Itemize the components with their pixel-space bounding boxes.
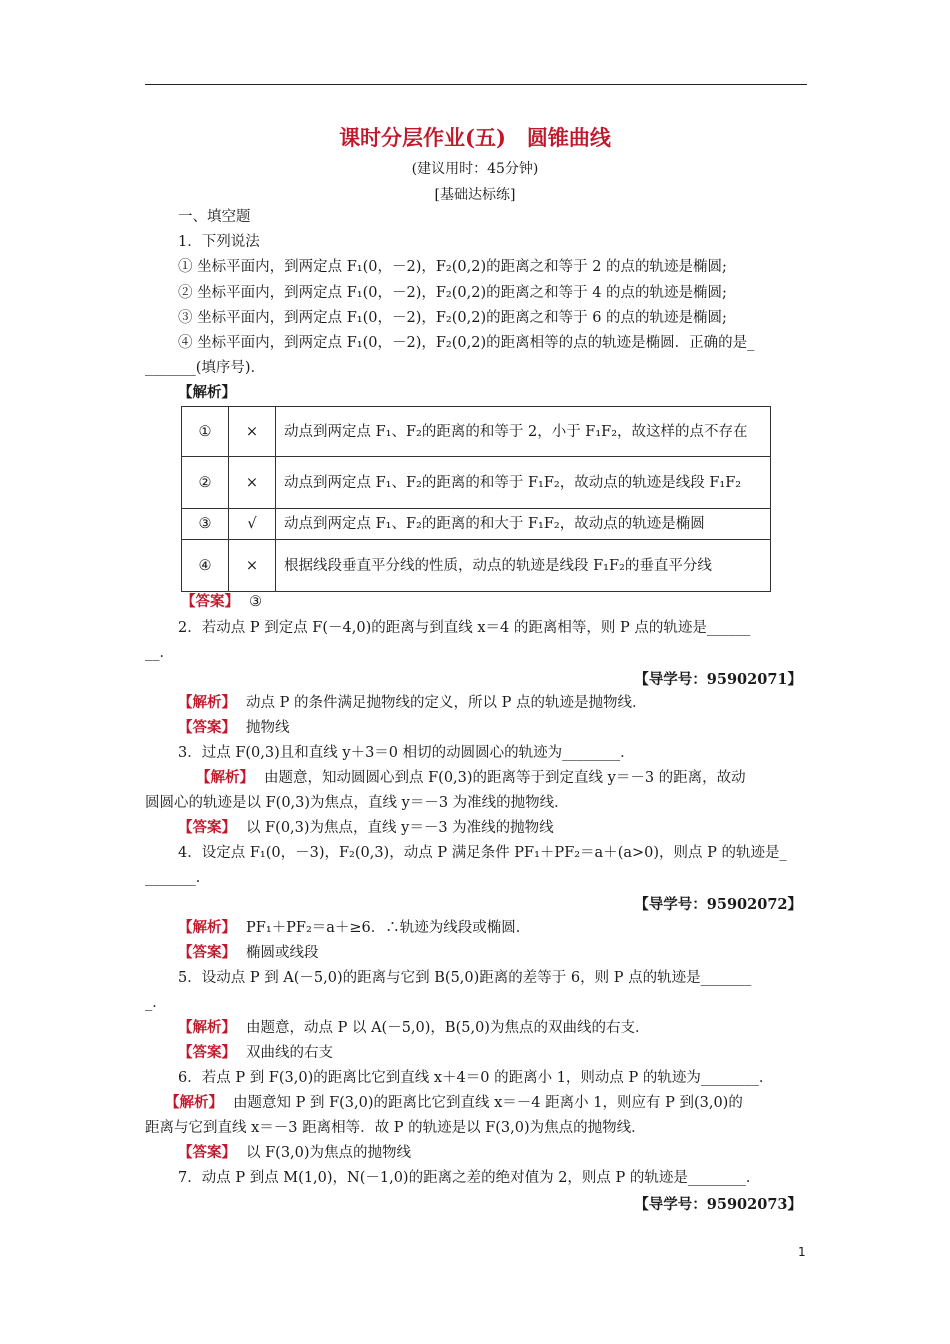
table-cell-num: ② — [182, 457, 229, 509]
part-heading: 一、填空题 — [178, 209, 251, 225]
table-row — [182, 540, 771, 592]
q2-answer: 【答案】 抛物线 — [178, 719, 290, 736]
q5-stem: 5．设动点 P 到 A(－5,0)的距离与它到 B(5,0)距离的差等于 6，则 P 点的轨迹是_______ — [178, 970, 752, 986]
table-cell-mark: × — [229, 540, 276, 592]
q1-statement-3: ③ 坐标平面内，到两定点 F₁(0，－2)，F₂(0,2)的距离之和等于 6 的点的轨迹是椭圆; — [178, 310, 727, 326]
q2-analysis: 【解析】 动点 P 的条件满足抛物线的定义，所以 P 点的轨迹是抛物线． — [178, 694, 647, 711]
page-number: 1 — [798, 1245, 806, 1259]
q1-statement-1: ① 坐标平面内，到两定点 F₁(0，－2)，F₂(0,2)的距离之和等于 2 的点的轨迹是椭圆; — [178, 259, 727, 275]
q3-stem: 3．过点 F(0,3)且和直线 y＋3＝0 相切的动圆圆心的轨迹为________． — [178, 745, 635, 761]
q2-stem: 2．若动点 P 到定点 F(－4,0)的距离与到直线 x＝4 的距离相等，则 P 点的轨迹是______ — [178, 620, 751, 636]
table-cell-text: 动点到两定点 F₁、F₂的距离的和等于 2，小于 F₁F₂，故这样的点不存在 — [276, 407, 771, 457]
q3-analysis: 【解析】 由题意，知动圆圆心到点 F(0,3)的距离等于到定直线 y＝－3 的距离，故动 — [196, 769, 746, 786]
q6-stem: 6．若点 P 到 F(3,0)的距离比它到直线 x＋4＝0 的距离小 1，则动点 P 的轨迹为________． — [178, 1070, 774, 1086]
q1-statement-4-cont: _______(填序号)． — [145, 360, 266, 376]
q2-stem-cont: __． — [145, 645, 174, 661]
table-cell-text: 动点到两定点 F₁、F₂的距离的和等于 F₁F₂，故动点的轨迹是线段 F₁F₂ — [276, 457, 771, 509]
table-cell-num: ① — [182, 407, 229, 457]
q3-analysis-cont: 圆圆心的轨迹是以 F(0,3)为焦点，直线 y＝－3 为准线的抛物线． — [145, 795, 569, 811]
table-cell-mark: × — [229, 407, 276, 457]
q5-stem-cont: _． — [145, 995, 167, 1011]
table-row — [182, 457, 771, 509]
q5-analysis: 【解析】 由题意，动点 P 以 A(－5,0)，B(5,0)为焦点的双曲线的右支． — [178, 1019, 650, 1036]
table-row — [182, 509, 771, 540]
table-cell-mark: × — [229, 457, 276, 509]
q7-guide-code: 【导学号：95902073】 — [634, 1196, 802, 1213]
table-row — [182, 407, 771, 457]
q6-analysis: 【解析】 由题意知 P 到 F(3,0)的距离比它到直线 x＝－4 距离小 1，则应有 P 到(3,0)的 — [165, 1094, 743, 1111]
q1-analysis-table — [181, 406, 771, 592]
q6-analysis-cont: 距离与它到直线 x＝－3 距离相等．故 P 的轨迹是以 F(3,0)为焦点的抛物线． — [145, 1120, 646, 1136]
q4-guide-code: 【导学号：95902072】 — [634, 896, 802, 913]
table-cell-num: ③ — [182, 509, 229, 540]
top-rule — [145, 84, 807, 85]
table-cell-text: 根据线段垂直平分线的性质，动点的轨迹是线段 F₁F₂的垂直平分线 — [276, 540, 771, 592]
page-title: 课时分层作业(五) 圆锥曲线 — [339, 125, 611, 150]
q5-answer: 【答案】 双曲线的右支 — [178, 1044, 333, 1061]
q4-answer: 【答案】 椭圆或线段 — [178, 944, 319, 961]
table-cell-mark: √ — [229, 509, 276, 540]
q6-answer: 【答案】 以 F(3,0)为焦点的抛物线 — [178, 1144, 412, 1161]
q4-stem: 4．设定点 F₁(0，－3)，F₂(0,3)，动点 P 满足条件 PF₁＋PF₂＝a＋(a>0)，则点 P 的轨迹是_ — [178, 845, 787, 861]
section-heading: [基础达标练] — [434, 187, 516, 203]
q4-analysis: 【解析】 PF₁＋PF₂＝a＋≥6．∴轨迹为线段或椭圆． — [178, 919, 531, 936]
q7-stem: 7．动点 P 到点 M(1,0)，N(－1,0)的距离之差的绝对值为 2，则点 P 的轨迹是________． — [178, 1170, 761, 1186]
table-cell-text: 动点到两定点 F₁、F₂的距离的和大于 F₁F₂，故动点的轨迹是椭圆 — [276, 509, 771, 540]
q1-statement-4: ④ 坐标平面内，到两定点 F₁(0，－2)，F₂(0,2)的距离相等的点的轨迹是椭圆．正确的是_ — [178, 335, 755, 351]
q1-stem: 1．下列说法 — [178, 234, 260, 250]
table-cell-num: ④ — [182, 540, 229, 592]
q1-statement-2: ② 坐标平面内，到两定点 F₁(0，－2)，F₂(0,2)的距离之和等于 4 的点的轨迹是椭圆; — [178, 285, 727, 301]
q4-stem-cont: _______． — [145, 870, 211, 886]
q2-guide-code: 【导学号：95902071】 — [634, 671, 802, 688]
q3-answer: 【答案】 以 F(0,3)为焦点，直线 y＝－3 为准线的抛物线 — [178, 819, 554, 836]
suggested-time: (建议用时：45分钟) — [411, 161, 539, 177]
q1-answer: 【答案】 ③ — [181, 593, 262, 610]
q1-analysis-label: 【解析】 — [178, 384, 236, 401]
